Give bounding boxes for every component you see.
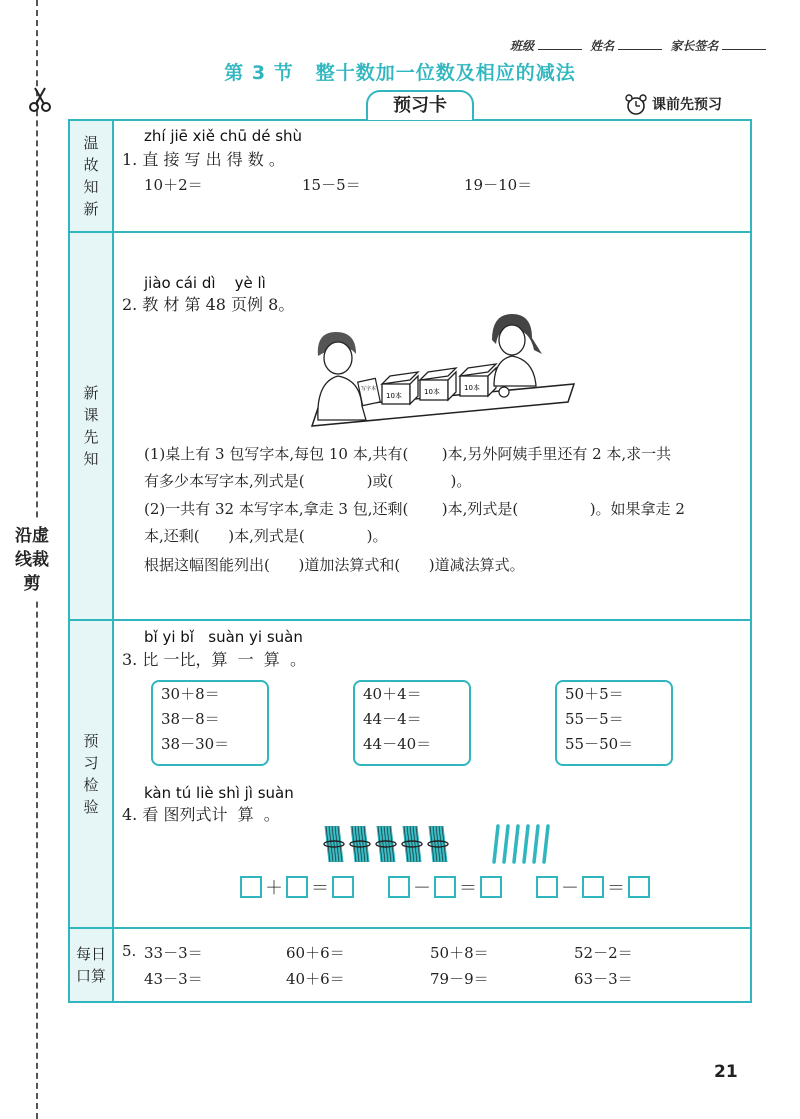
side-label-learn: 新课先知 [70,233,114,619]
svg-text:写字本: 写字本 [361,386,377,392]
class-label: 班级 [510,39,535,53]
woman-right [492,314,542,397]
q5-label: 5. [122,942,137,960]
q3-item: 38－30＝ [161,735,230,753]
cut-instruction: 沿虚线裁剪 [12,520,52,600]
q5-item: 60＋6＝ [286,944,345,962]
section-name: 整十数加一位数及相应的减法 [315,62,576,84]
answer-box[interactable] [286,876,308,898]
stick-bundle [324,826,344,862]
answer-box[interactable] [536,876,558,898]
q4-equation-1: ＋ ＝ [240,874,354,900]
page-number: 21 [714,1062,738,1082]
answer-box[interactable] [332,876,354,898]
q1-item-2: 15－5＝ [302,176,361,194]
answer-box[interactable] [480,876,502,898]
single-stick [534,826,538,862]
q3-item: 50＋5＝ [565,685,624,703]
answer-box[interactable] [582,876,604,898]
q2-line-4: 本,还剩( )本,列式是( )。 [144,527,388,545]
q2-line-5: 根据这幅图能列出( )道加法算式和( )道减法算式。 [144,556,525,574]
card-title: 预习卡 [366,90,474,120]
q3-group-3 [555,680,673,766]
q4-stick-illustration [320,822,580,866]
scissors-icon [26,86,54,114]
q5-item: 52－2＝ [574,944,633,962]
section-number: 第 3 节 [224,62,294,84]
q3-group-2 [353,680,471,766]
q2-title: 2. 教 材 第 48 页例 8。 [122,295,295,314]
q1-pinyin: zhí jiē xiě chū dé shù [144,127,303,145]
q3-group-1 [151,680,269,766]
side-label-check: 预习检验 [70,621,114,927]
q2-pinyin: jiào cái dì yè lì [144,274,266,292]
q5-item: 43－3＝ [144,970,203,988]
parent-label: 家长签名 [670,39,719,53]
q3-pinyin: bǐ yi bǐ suàn yi suàn [144,628,303,646]
parent-field[interactable] [722,49,766,50]
single-stick [524,826,528,862]
single-stick [494,826,498,862]
q5-item: 79－9＝ [430,970,489,988]
q3-item: 55－50＝ [565,735,634,753]
q3-item: 38－8＝ [161,710,220,728]
q2-illustration [298,310,578,436]
q2-line-2: 有多少本写字本,列式是( )或( )。 [144,472,472,490]
alarm-clock-icon [624,94,648,116]
single-stick [504,826,508,862]
package-tag: 10本 [464,384,480,392]
q1-title: 1. 直 接 写 出 得 数 。 [122,150,285,169]
single-stick [514,826,518,862]
q2-line-1: (1)桌上有 3 包写字本,每包 10 本,共有( )本,另外阿姨手里还有 2 本,求一共 [144,445,672,463]
q5-item: 50＋8＝ [430,944,489,962]
answer-box[interactable] [434,876,456,898]
header-fields [510,37,770,54]
divider [70,927,750,929]
stick-bundle [428,826,448,862]
divider [70,619,750,621]
q1-item-3: 19－10＝ [464,176,533,194]
divider [70,231,750,233]
q3-item: 44－4＝ [363,710,422,728]
q4-equation-2: － ＝ [388,874,502,900]
answer-box[interactable] [628,876,650,898]
stick-bundle [376,826,396,862]
q1-item-1: 10＋2＝ [144,176,203,194]
q5-item: 40＋6＝ [286,970,345,988]
package-tag: 10本 [386,392,402,400]
q2-line-3: (2)一共有 32 本写字本,拿走 3 包,还剩( )本,列式是( )。如果拿走 2 [144,500,685,518]
preview-label: 课前先预习 [652,97,722,113]
name-label: 姓名 [590,39,615,53]
q3-item: 55－5＝ [565,710,624,728]
answer-box[interactable] [240,876,262,898]
side-label-daily: 每日口算 [70,929,114,1001]
class-field[interactable] [538,49,582,50]
answer-box[interactable] [388,876,410,898]
package-tag: 10本 [424,388,440,396]
name-field[interactable] [618,49,662,50]
stick-bundle [402,826,422,862]
single-stick [544,826,548,862]
q4-pinyin: kàn tú liè shì jì suàn [144,784,294,802]
side-label-review: 温故知新 [70,121,114,231]
q3-item: 40＋4＝ [363,685,422,703]
q3-item: 30＋8＝ [161,685,220,703]
q4-equation-3: － ＝ [536,874,650,900]
section-title [0,58,800,85]
q3-title: 3. 比 一比，算 一 算 。 [122,650,306,669]
q5-item: 63－3＝ [574,970,633,988]
q5-item: 33－3＝ [144,944,203,962]
stick-bundle [350,826,370,862]
q3-item: 44－40＝ [363,735,432,753]
q4-title: 4. 看 图列式计 算 。 [122,805,280,824]
preview-badge [624,94,722,116]
